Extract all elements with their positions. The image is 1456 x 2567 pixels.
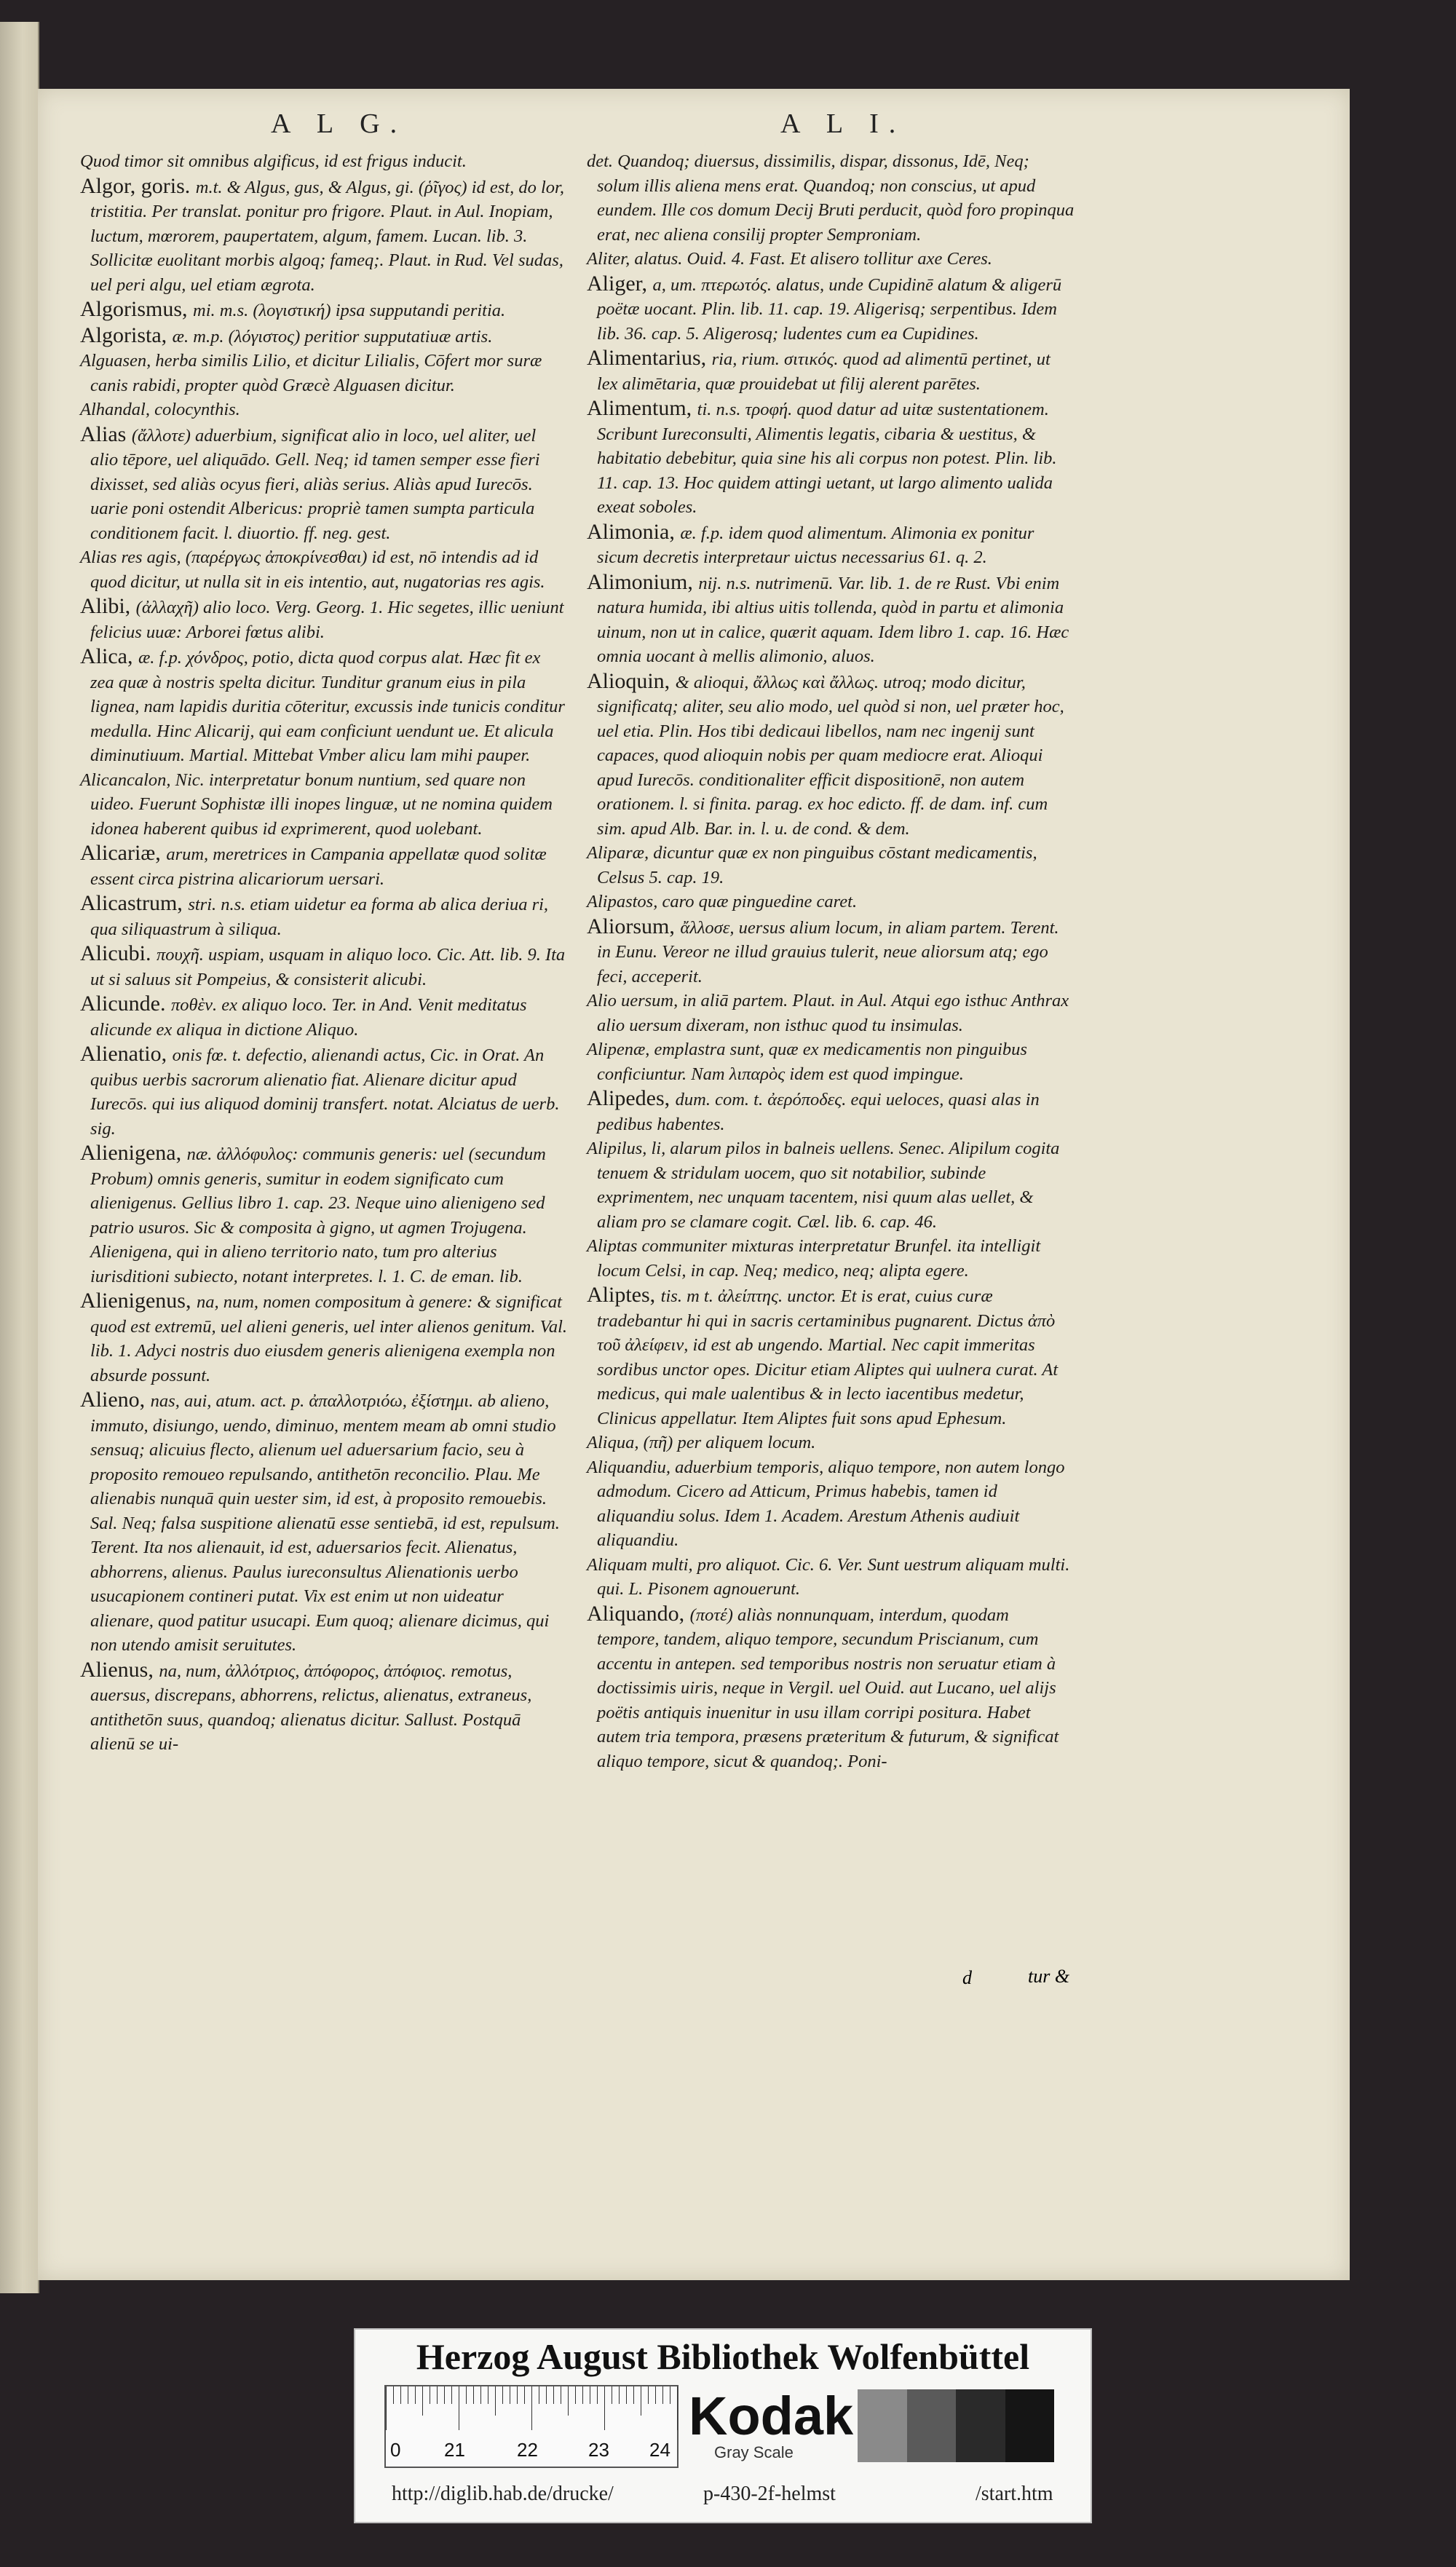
entry-text: (ἄλλοτε) aduerbium, significat alio in loco, uel aliter, uel alio tēpore, uel aliquādo. Gell. Neq; id tamen semper esse fieri dixisset, sed aliàs ocyus fieri, aliàs serius. Aliàs apud Iurecōs. uarie poni ostendit Albericus: propriè tamen sumpta particula conditionem facit. l. diuortio. ff. neg. gest. [90,425,540,543]
kodak-brand: Kodak [689,2386,854,2446]
dictionary-entry [587,1602,1075,1774]
entry-text: Aliquam multi, pro aliquot. Cic. 6. Ver. Sunt uestrum aliquam multi. qui. L. Pisonem agnouerunt. [587,1554,1070,1599]
entry-text: ti. n.s. τροφή. quod datur ad uitæ sustentationem. Scribunt Iureconsulti, Alimentis legatis, cibaria & uestitus, & habitatio debebitur, quia sine his ali corpus non potest. Plin. lib. 11. cap. 13. Hoc quidem attingi uetant, ut largo alimento ualida exeat soboles. [597,400,1057,517]
kodak-logo [681,2385,856,2465]
entry-headword: Alienigena, [80,1141,187,1165]
dictionary-entry [80,397,568,422]
entry-text: æ. f.p. idem quod alimentum. Alimonia ex ponitur sicum decretis interpretaur uictus necessarius 61. q. 2. [597,523,1034,567]
entry-text: næ. ἀλλόφυλος: communis generis: uel (secundum Probum) omnis generis, sumitur in eodem significato cum alienigenus. Gellius libro 1. cap. 23. Neque uino alienigeno sed patrio usuros. Sic & composita à gigno, ut agmen Trojugena. Alienigena, qui in alieno territorio nato, tum pro alterius iurisditioni subiecto, notant interpretes. l. 1. C. de eman. lib. [90,1144,546,1286]
dictionary-entry [80,941,568,992]
ruler-tick [582,2386,583,2404]
dictionary-entry [80,768,568,842]
shelfmark: p-430-2f-helmst [703,2483,836,2505]
dictionary-entry [587,1037,1075,1086]
gray-swatch [956,2389,1005,2462]
entry-headword: Aliquando, [587,1601,690,1626]
ruler-tick [473,2386,474,2404]
ruler-number: 24 [649,2439,670,2461]
ruler-tick [466,2386,467,2404]
ruler-tick [400,2386,401,2404]
entry-headword: Alica, [80,644,138,668]
entry-text: Aliqua, (πῆ) per aliquem locum. [587,1433,816,1452]
ruler-tick [662,2386,663,2404]
library-name: Herzog August Bibliothek Wolfenbüttel [416,2336,1030,2377]
dictionary-entry [80,992,568,1042]
entry-headword: Alicastrum, [80,891,189,915]
dictionary-entry [80,594,568,644]
entry-text: Alipilus, li, alarum pilos in balneis uellens. Senec. Alipilum cogita tenuem & stridulam uocem, quo sit notabilior, subinde exprimentem, nec unquam tacentem, nisi quum alas uellet, & aliam pro se clamare cogit. Cæl. lib. 6. cap. 46. [587,1139,1060,1232]
ruler-tick [480,2386,481,2404]
entry-headword: Alias [80,422,132,446]
entry-headword: Aliorsum, [587,914,681,938]
dictionary-entry [80,545,568,594]
ruler-tick [422,2386,423,2416]
entry-text: Alguasen, herba similis Lilio, et dicitur Lilialis, Cōfert mor suræ canis rabidi, propter quòd Græcè Alguasen dicitur. [80,351,542,395]
entry-headword: Alimonium, [587,569,699,594]
entry-headword: Alibi, [80,594,136,618]
dictionary-entry [80,323,568,349]
dictionary-entry [587,1553,1075,1602]
dictionary-entry [587,1455,1075,1553]
ruler-tick [626,2386,627,2404]
ruler-tick [546,2386,547,2404]
dictionary-entry [587,520,1075,570]
entry-headword: Alicariæ, [80,841,167,865]
entry-text: det. Quandoq; diuersus, dissimilis, dispar, dissonus, Idē, Neq; solum illis aliena mens erat. Quandoq; non conscius, ut apud eundem. Ille cos domum Decij Bruti perducit, quòd foro propinqua erat, nec aliena consilij propter Semproniam. [587,151,1075,245]
entry-headword: Alienatio, [80,1042,173,1066]
dictionary-entry [587,841,1075,890]
entry-headword: Algor, goris. [80,173,196,198]
dictionary-entry [80,1042,568,1141]
entry-text: Aliter, alatus. Ouid. 4. Fast. Et alisero tollitur axe Ceres. [587,249,992,269]
ruler-tick [619,2386,620,2404]
ruler-tick [568,2386,569,2416]
dictionary-entry [80,422,568,546]
entry-text: & alioqui, ἄλλως καὶ ἄλλως. utroq; modo dicitur, significatq; aliter, seu alio modo, uel quòd si non, uel præter hoc, uel etia. Plin. Hos tibi dedicaui libellos, nam nec ingenij sunt capaces, quod alioquin nobis per quam mediocre erat. Alioqui apud Iurecōs. conditionaliter efficit dispositionē, non autem orationem. l. si finita. parag. ex hoc edicto. ff. de dam. inf. cum sim. apud Alb. Bar. in. l. u. de cond. & dem. [597,672,1064,839]
ruler-tick [444,2386,445,2404]
entry-text: dum. com. t. ἀερόποδες. equi ueloces, quasi alas in pedibus habentes. [597,1090,1040,1134]
entry-text: stri. n.s. etiam uidetur ea forma ab alica deriua ri, qua siliquastrum à siliqua. [90,895,549,939]
entry-headword: Alienigenus, [80,1289,197,1313]
dictionary-entry [587,396,1075,520]
entry-headword: Alimentarius, [587,346,712,370]
entry-headword: Alienus, [80,1657,159,1682]
entry-text: a, um. πτερωτός. alatus, unde Cupidinē alatum & aligerū poëtæ uocant. Plin. lib. 11. cap. 19. Aligerisq; serpentibus. Idem lib. 36. cap. 5. Aligerosq; ludentes cum ea Cupidines. [597,274,1062,344]
ruler-tick [655,2386,656,2404]
left-page-edge [0,22,39,2293]
right-column [587,149,1075,1773]
dictionary-entry [587,890,1075,914]
entry-text: æ. f.p. χόνδρος, potio, dicta quod corpus alat. Hæc fit ex zea quæ à nostris spelta dicitur. Tunditur granum eius in pila lignea, nam lapidis duritia cōteritur, excussis inde tunicis conditur medulla. Hinc Alicarij, qui eam conficiunt uendunt ue. Et alicula diminutiuum. Martial. Mittebat Vmber alicu lam mihi pauper. [90,648,565,765]
dictionary-entry [80,1289,568,1388]
entry-text: πουχῆ. uspiam, usquam in aliquo loco. Cic. Att. lib. 9. Ita ut si saluus sit Pompeius, & consisterit alicubi. [90,945,566,989]
entry-headword: Aliger, [587,271,653,296]
entry-headword: Algorista, [80,323,173,347]
entry-text: ria, rium. σιτικός. quod ad alimentū pertinet, ut lex alimētaria, quæ prouidebat ut filij alerent parētes. [597,349,1051,394]
dictionary-entry [587,1283,1075,1431]
entry-text: nij. n.s. nutrimenū. Var. lib. 1. de re Rust. Vbi enim natura humida, ibi altius uitis tollenda, quòd in partu et alimonia uinum, non ut in calice, quærit aquam. Idem libro 1. cap. 16. Hæc omnia uocant à mellis alimonio, aluos. [597,573,1069,666]
entry-headword: Alipedes, [587,1086,676,1110]
right-column-header: A L I. [780,108,906,139]
entry-headword: Alioquin, [587,668,676,693]
ruler-tick [386,2386,387,2430]
dictionary-entry [587,570,1075,669]
entry-text: na, num, ἀλλότριος, ἀπόφορος, ἀπόφιος. remotus, auersus, discrepans, abhorrens, relictus, alienatus, extraneus, antithetōn suus, quandoq; alienatus dicitur. Sallust. Postquā alienū se ui- [90,1661,532,1754]
entry-text: Quod timor sit omnibus algificus, id est frigus inducit. [80,151,467,171]
ruler-tick [517,2386,518,2404]
url-prefix: http://diglib.hab.de/drucke/ [392,2483,614,2505]
dictionary-entry [80,1141,568,1289]
ruler-number: 21 [444,2439,465,2461]
dictionary-entry [587,149,1075,247]
dictionary-entry [587,1136,1075,1234]
gray-swatch [907,2389,957,2462]
ruler-tick [597,2386,598,2404]
entry-text: arum, meretrices in Campania appellatæ quod solitæ essent circa pistrina alicariorum uersari. [90,845,547,889]
dictionary-entry [587,1234,1075,1283]
dictionary-entry [80,1658,568,1757]
ruler-tick [415,2386,416,2404]
ruler-tick [553,2386,554,2404]
entry-text: Aliptas communiter mixturas interpretatur Brunfel. ita intelligit locum Celsi, in cap. Neq; medico, neq; alipta egere. [587,1236,1041,1281]
dictionary-entry [587,914,1075,989]
dictionary-entry [80,149,568,174]
dictionary-entry [80,841,568,891]
entry-text: Alhandal, colocynthis. [80,400,240,419]
ruler-tick [495,2386,496,2416]
signature-mark: d [962,1967,972,1988]
entry-headword: Algorismus, [80,297,194,321]
left-column [80,149,568,1757]
entry-text: Alicancalon, Nic. interpretatur bonum nuntium, sed quare non uideo. Fuerunt Sophistæ illi inopes linguæ, ut ne nomina quidem idonea haberent quibus id exprimerent, quod uolebant. [80,770,553,839]
entry-text: æ. m.p. (λόγιστος) peritior supputatiuæ artis. [172,326,493,347]
ruler-tick [502,2386,503,2404]
entry-text: (ἀλλαχῆ) alio loco. Verg. Georg. 1. Hic segetes, illic ueniunt felicius uuæ: Arborei fœtus alibi. [90,598,564,642]
entry-headword: Alimonia, [587,519,681,544]
entry-headword: Alicunde. [80,992,171,1016]
measurement-ruler [384,2385,678,2468]
dictionary-entry [587,1086,1075,1136]
entry-text: na, num, nomen compositum à genere: & significat quod est extremū, uel alieni generis, uel inter alienos genitum. Val. lib. 1. Adyci nostris duo eiusdem generis alienigena exempla non absurde possunt. [90,1292,568,1385]
ruler-tick [531,2386,532,2430]
ruler-tick [604,2386,605,2430]
entry-text: nas, aui, atum. act. p. ἀπαλλοτριόω, ἐξίστημι. ab alieno, immuto, disiungo, uendo, diminuo, mentem meam ab omni studio sensuq; alicuius flecto, alienum uel aduersarium facio, seu à proposito remoueo repulsando, antithetōn reconcilio. Plau. Me alienabis nunquā quin uester sim, id est, à proposito remouebis. Sal. Neq; falsa suspitione alienatū esse sentiebā, id est, repulsum. Terent. Ita nos alienauit, id est, aduersarios fecit. Alienatus, abhorrens, alienus. Paulus iureconsultus Alienationis uerbo usucapionem contineri putat. Vix est enim ut non uideatur alienare, quod patitur usucapi. Eum quoq; alienare dicimus, qui non utendo amisit seruitutes. [90,1391,560,1655]
ruler-tick [677,2386,678,2430]
gray-swatch [1005,2389,1055,2462]
dictionary-entry [80,349,568,397]
ruler-tick [451,2386,452,2404]
entry-text: onis fœ. t. defectio, alienandi actus, Cic. in Orat. An quibus uerbis sacrorum alienatio fiat. Alienare dicitur apud Iurecōs. qui ius aliquod dominij transfert. notat. Alciatus de uerb. sig. [90,1045,560,1139]
dictionary-entry [80,891,568,941]
entry-text: Alipastos, caro quæ pinguedine caret. [587,892,858,911]
ruler-tick [633,2386,634,2404]
entry-text: m.t. & Algus, gus, & Algus, gi. (ῥῖγος) id est, do lor, tristitia. Per translat. ponitur pro frigore. Plaut. in Aul. Inopiam, luctum, mœrorem, paupertatem, algum, famem. Lucan. lib. 3. Sollicitæ euolitant morbis algoq; fameq;. Plaut. in Rud. Vel sudas, uel peri algu, uel etiam ægrota. [90,177,564,295]
url-suffix: /start.htm [976,2483,1053,2505]
entry-text: tis. m t. ἀλείπτης. unctor. Et is erat, cuius curæ tradebantur hi qui in sacris certaminibus pugnarent. Dictus ἀπὸ τοῦ ἀλείφειν, id est ab ungendo. Martial. Nec capit immeritas sordibus unctor opes. Dicitur etiam Aliptes qui uulnera curat. At medicus, qui male ualentibus & in lecto iacentibus medetur, Clinicus appellatur. Item Aliptes fuit sons apud Ephesum. [597,1286,1059,1428]
entry-text: ποθὲν. ex aliquo loco. Ter. in And. Venit meditatus alicunde ex aliqua in dictione Aliquo. [90,995,527,1040]
ruler-tick [524,2386,525,2404]
entry-text: Aliparæ, dicuntur quæ ex non pinguibus cōstant medicamentis, Celsus 5. cap. 19. [587,843,1037,887]
ruler-number: 22 [517,2439,538,2461]
entry-text: Alias res agis, (παρέργως ἀποκρίνεσθαι) id est, nō intendis ad id quod dicitur, ut nulla sit in eis intentio, aut, nugatorias res agis. [80,547,545,592]
entry-text: mi. m.s. (λογιστική) ipsa supputandi peritia. [193,301,506,320]
entry-text: (ποτέ) aliàs nonnunquam, interdum, quodam tempore, tandem, aliquo tempore, secundum Priscianum, cum accentu in antepen. sed temporibus nostris non seruatur etiam à doctissimis uiris, neque in Vergil. uel Ouid. aut Lucano, uel alijs poëtis antiquis inuenitur in usu illam corripi positura. Habet autem tria tempora, præsens præteritum & futurum, & significat aliquo tempore, sicut & quandoq;. Poni- [597,1605,1059,1771]
dictionary-entry [80,1388,568,1658]
dictionary-entry [80,297,568,323]
entry-headword: Alieno, [80,1388,151,1412]
entry-headword: Alicubi. [80,941,157,965]
entry-text: Alipenæ, emplastra sunt, quæ ex medicamentis non pinguibus conficiuntur. Nam λιπαρὸς idem est quod impingue. [587,1040,1027,1084]
dictionary-entry [587,346,1075,396]
ruler-tick [648,2386,649,2404]
gray-swatch [858,2389,907,2462]
left-column-header: A L G. [271,108,408,139]
ruler-tick [575,2386,576,2404]
ruler-number: 23 [588,2439,609,2461]
entry-headword: Aliptes, [587,1283,661,1307]
gray-scale-caption: Gray Scale [714,2443,794,2461]
dictionary-entry [587,247,1075,272]
catchword: tur & [1028,1966,1070,1987]
dictionary-entry [587,272,1075,347]
ruler-tick [393,2386,394,2404]
ruler-tick [437,2386,438,2404]
dictionary-entry [587,669,1075,842]
ruler-number: 0 [390,2439,401,2461]
dictionary-entry [80,174,568,298]
dictionary-entry [80,644,568,768]
library-label-card [354,2328,1092,2523]
entry-text: ἄλλοσε, uersus alium locum, in aliam partem. Terent. in Eunu. Vereor ne illud grauius tulerit, neue aliorsum atq; ego feci, acceperit. [597,917,1059,986]
gray-scale-swatches [858,2389,1054,2462]
entry-headword: Alimentum, [587,396,697,420]
dictionary-entry [587,989,1075,1037]
dictionary-entry [587,1431,1075,1455]
digital-library-url [355,2483,1091,2515]
entry-text: Aliquandiu, aduerbium temporis, aliquo tempore, non autem longo admodum. Cicero ad Atticum, Primus habebis, tamen id aliquandiu solus. Idem 1. Academ. Arestum Athenis audiuit aliquandiu. [587,1457,1065,1550]
entry-text: Alio uersum, in aliā partem. Plaut. in Aul. Atqui ego isthuc Anthrax alio uersum dixeram, non isthuc quod tu insimulas. [587,991,1069,1035]
